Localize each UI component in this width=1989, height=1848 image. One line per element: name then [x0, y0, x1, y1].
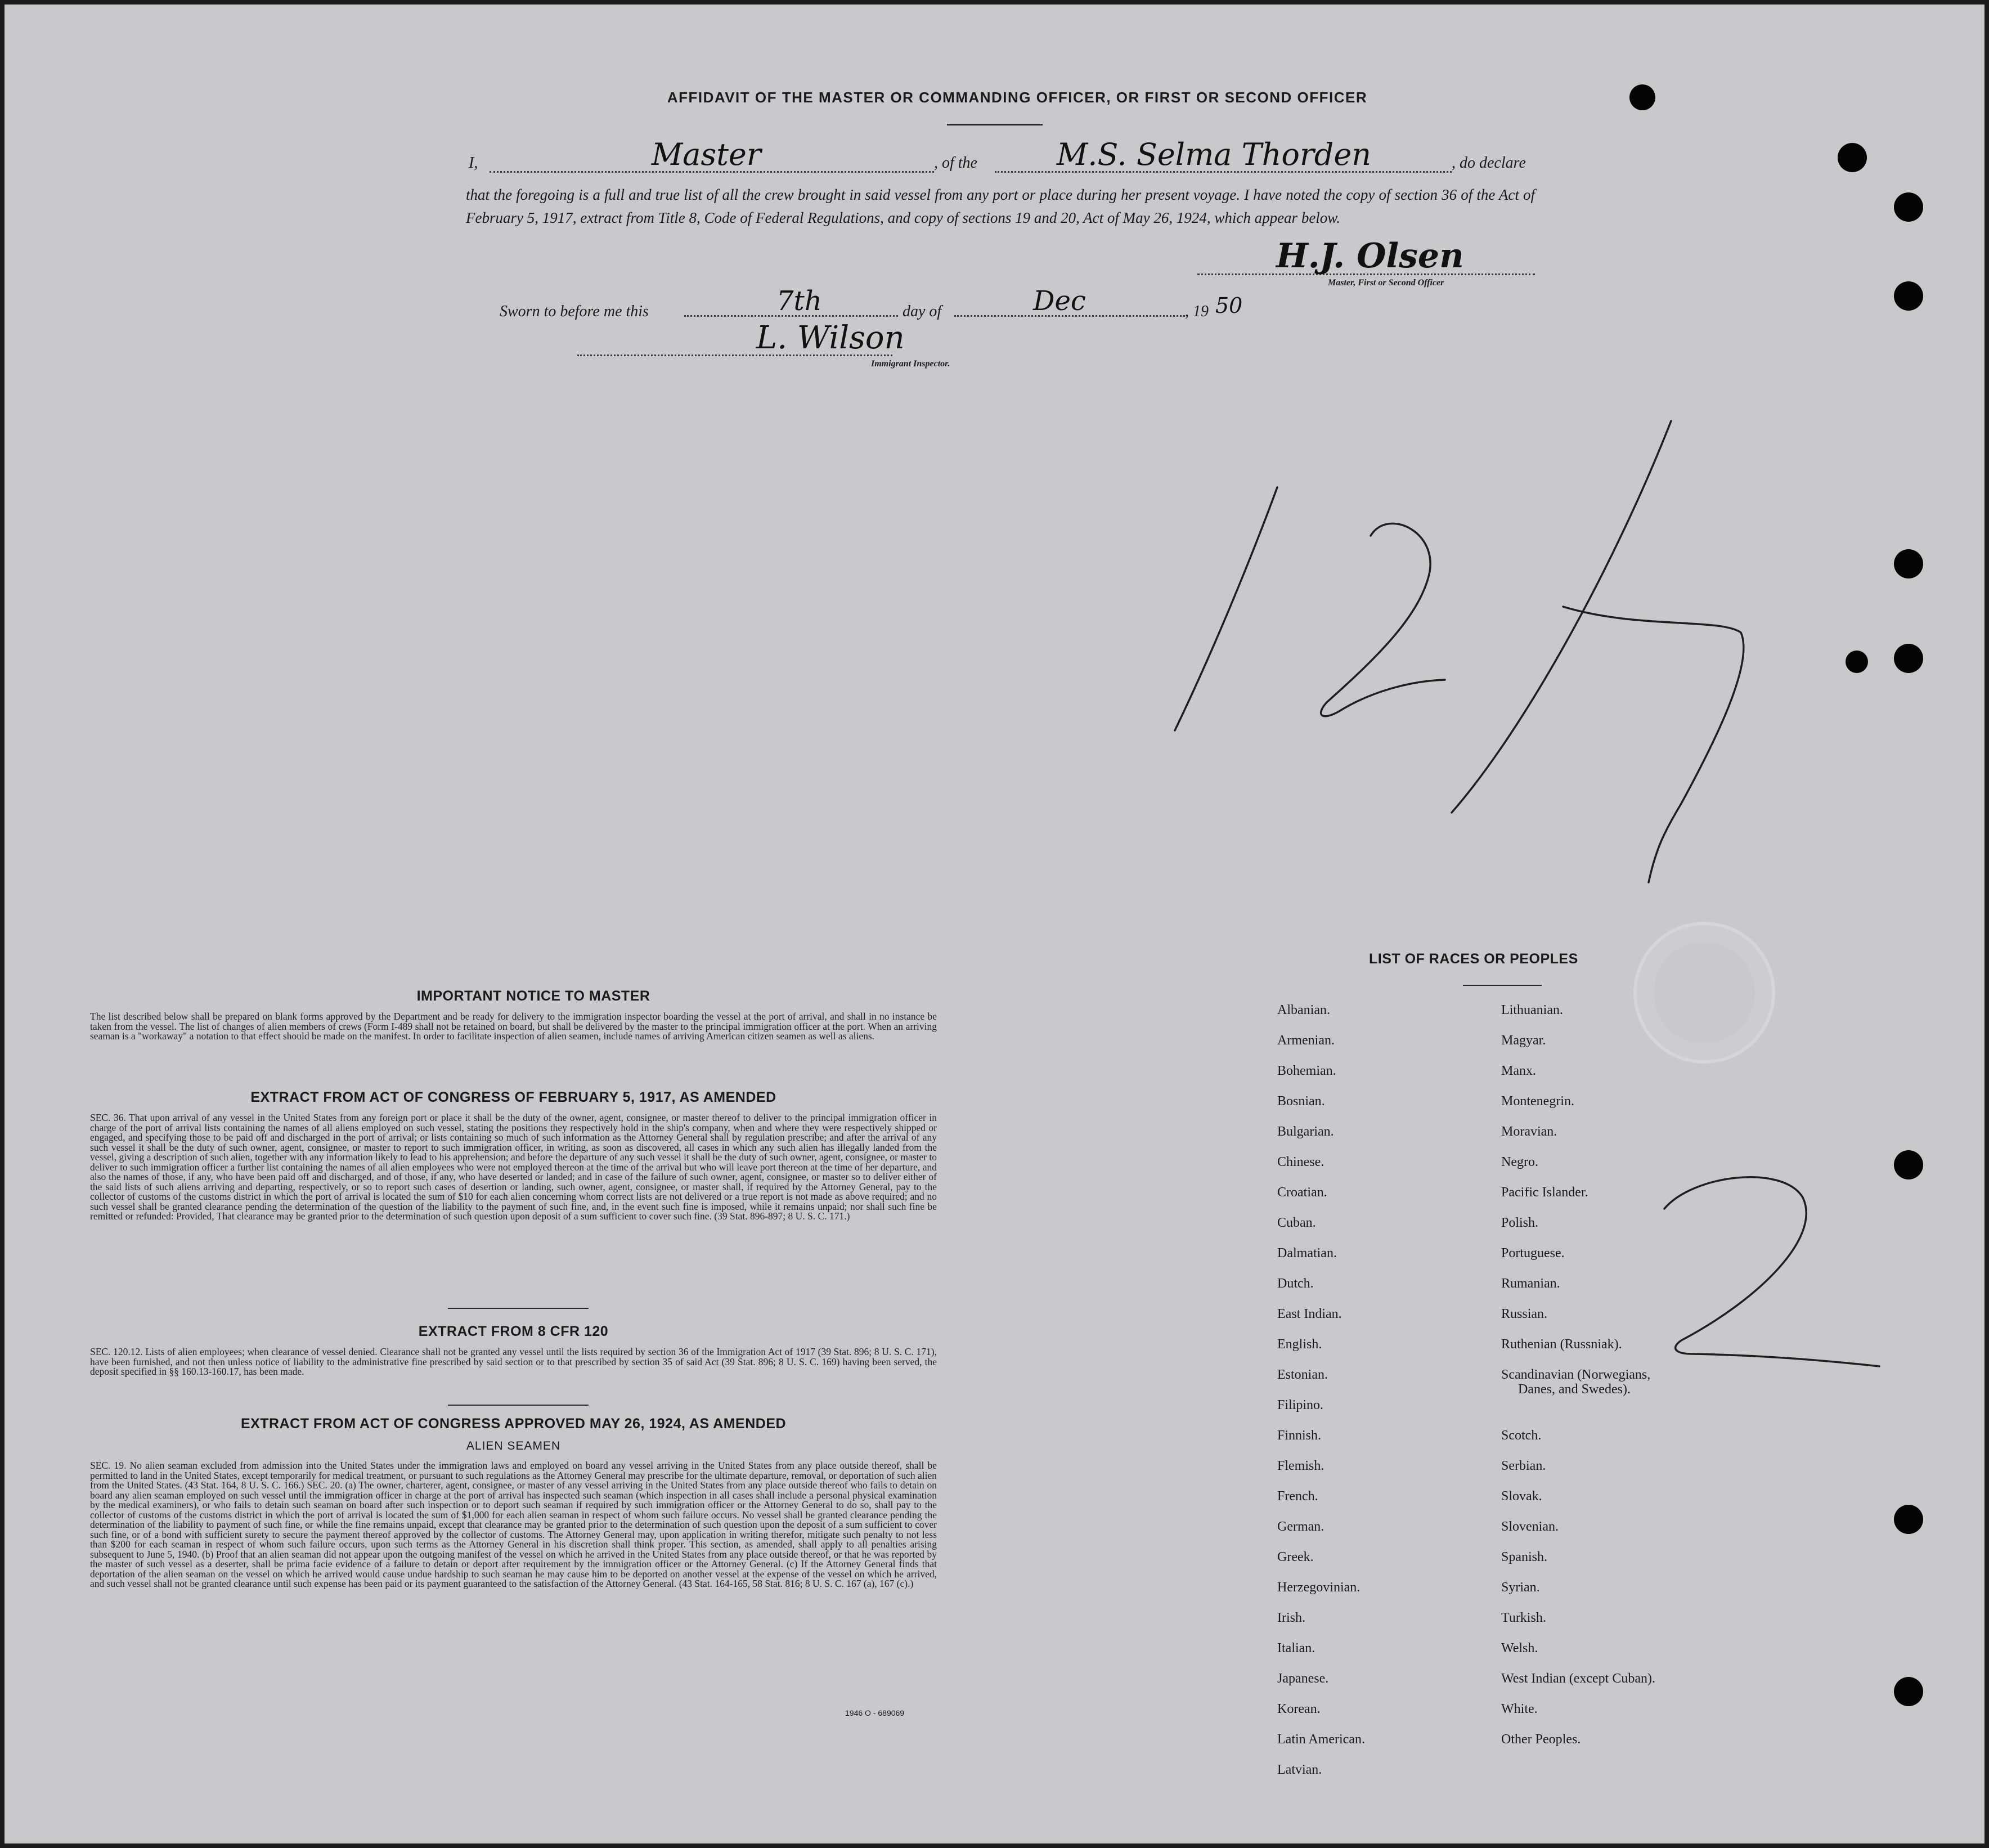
race-item: Armenian. [1277, 1033, 1335, 1048]
race-item: Slovak. [1501, 1489, 1542, 1504]
race-item: Estonian. [1277, 1367, 1328, 1382]
race-item: West Indian (except Cuban). [1501, 1671, 1655, 1686]
race-item: Greek. [1277, 1550, 1314, 1564]
race-item: Montenegrin. [1501, 1094, 1574, 1109]
day-of-label: day of [903, 303, 942, 320]
race-item: Turkish. [1501, 1611, 1546, 1625]
race-item: Bohemian. [1277, 1064, 1336, 1078]
large-number-127 [1175, 511, 1176, 512]
officer-title-handwritten: Master [652, 137, 761, 172]
extract-1917-title: EXTRACT FROM ACT OF CONGRESS OF FEBRUARY 5, 1917, AS AMENDED [250, 1089, 776, 1105]
extract-cfr-title: EXTRACT FROM 8 CFR 120 [418, 1324, 609, 1339]
inspector-signature: L. Wilson [756, 320, 905, 356]
inspector-caption: Immigrant Inspector. [871, 359, 950, 369]
race-item: Polish. [1501, 1215, 1539, 1230]
race-item: Dutch. [1277, 1276, 1314, 1291]
print-code: 1946 O - 689069 [845, 1708, 905, 1717]
extract-1924-subtitle: ALIEN SEAMEN [466, 1439, 561, 1452]
extract-1924-title: EXTRACT FROM ACT OF CONGRESS APPROVED MAY 26, 1924, AS AMENDED [240, 1416, 787, 1432]
race-item: Korean. [1277, 1702, 1321, 1716]
race-item: Albanian. [1277, 1003, 1330, 1017]
notice-body: The list described below shall be prepared on blank forms approved by the Department and be ready for delivery to the immigration inspector boarding the vessel at the port of arrival, and shall in no instance be taken from the vessel. The list of changes of alien members of crews (Form I-489 shall not be retained on board, but shall be delivered by the master to the principal immigration officer at the port. When an arriving seaman is a "workaway" a notation to that effect should be made on the manifest. In order to facilitate inspection of alien seamen, include names of arriving American citizen seamen as well as aliens. [90, 1011, 937, 1042]
year-handwritten: 50 [1215, 293, 1243, 318]
race-item: Croatian. [1277, 1185, 1327, 1200]
affidavit-title: AFFIDAVIT OF THE MASTER OR COMMANDING OFFICER, OR FIRST OR SECOND OFFICER [667, 89, 1368, 106]
race-item: Dalmatian. [1277, 1246, 1337, 1261]
race-item: Bosnian. [1277, 1094, 1325, 1109]
races-left-column [1277, 1003, 1446, 1791]
extract-cfr-body: SEC. 120.12. Lists of alien employees; when clearance of vessel denied. Clearance shall not be granted any vessel until the lists required by section 36 of the Immigration Act of 1917 (39 Stat. 896; 8 U. S. C. 171), have been furnished, and not then unless notice of liability to the administrative fine prescribed by said section or to that prescribed by section 35 of said Act (39 Stat. 896; 8 U. S. C. 169) having been served, the deposit specified in §§ 160.13-160.17, has been made. [90, 1346, 937, 1377]
race-item: Slovenian. [1501, 1519, 1559, 1534]
year-prefix-label: , 19 [1185, 303, 1209, 320]
races-right-column [1501, 1003, 1783, 1791]
race-item: Cuban. [1277, 1215, 1316, 1230]
races-title: LIST OF RACES OR PEOPLES [1369, 951, 1578, 967]
race-item: German. [1277, 1519, 1324, 1534]
race-item: Scandinavian (Norwegians, [1501, 1367, 1651, 1382]
section-divider [448, 1405, 589, 1406]
race-item: Latin American. [1277, 1732, 1365, 1747]
race-item: Pacific Islander. [1501, 1185, 1588, 1200]
race-item: Russian. [1501, 1307, 1548, 1321]
affidavit-body: that the foregoing is a full and true list of all the crew brought in said vessel from any port or place during her present voyage. I have noted the copy of section 36 of the Act of February 5, 1917, extract from Title 8, Code of Federal Regulations, and copy of sections 19 and 20, Act of May 26, 1924, which appear below. [466, 186, 1535, 226]
race-item: East Indian. [1277, 1307, 1342, 1321]
race-item: Manx. [1501, 1064, 1536, 1078]
race-item: Latvian. [1277, 1762, 1322, 1777]
race-item: Other Peoples. [1501, 1732, 1581, 1747]
section-divider [448, 1308, 589, 1309]
affidavit-i-label: I, [469, 154, 478, 172]
race-item: Irish. [1277, 1611, 1305, 1625]
race-item: Chinese. [1277, 1155, 1324, 1169]
signature-caption: Master, First or Second Officer [1328, 278, 1444, 288]
race-item: Moravian. [1501, 1124, 1557, 1139]
do-declare-label: , do declare [1452, 154, 1526, 172]
race-item: Welsh. [1501, 1641, 1538, 1656]
race-item: Serbian. [1501, 1459, 1546, 1473]
race-item: Bulgarian. [1277, 1124, 1334, 1139]
race-item: Syrian. [1501, 1580, 1540, 1595]
race-item: English. [1277, 1337, 1322, 1352]
sworn-month-handwritten: Dec [1033, 285, 1086, 317]
races-title-divider [1463, 985, 1542, 986]
race-item: Scotch. [1501, 1428, 1542, 1443]
race-item: Flemish. [1277, 1459, 1324, 1473]
notice-title: IMPORTANT NOTICE TO MASTER [416, 988, 650, 1004]
race-item: Danes, and Swedes). [1518, 1382, 1631, 1397]
race-item: Magyar. [1501, 1033, 1546, 1048]
sworn-label: Sworn to before me this [500, 303, 649, 320]
master-signature: H.J. Olsen [1276, 236, 1464, 276]
race-item: French. [1277, 1489, 1318, 1504]
race-item: Rumanian. [1501, 1276, 1560, 1291]
document-page [5, 5, 1984, 1843]
race-item: Japanese. [1277, 1671, 1329, 1686]
extract-1924-body: SEC. 19. No alien seaman excluded from admission into the United States under the immigration laws and employed on board any vessel arriving in the United States from any place outside thereof, shall be permitted to land in the United States, except temporarily for medical treatment, or pursuant to such regulations as the Attorney General may prescribe for the ultimate departure, removal, or deportation of such alien from the United States. (43 Stat. 164, 8 U. S. C. 166.) SEC. 20. (a) The owner, charterer, agent, consignee, or master of any vessel arriving in the United States from any place outside thereof who fails to detain on board any alien seaman employed on such vessel until the immigration officer in charge at the port of arrival has inspected such seaman (which inspection in all cases shall include a personal physical examination by the medical examiners), or who fails to detain such seaman on board after such inspection or to deport such seaman if required by such immigration officer or the Attorney General to do so, shall pay to the collector of customs of the customs district in which the port of arrival is located the sum of $1,000 for each alien seaman in respect of whom such failure occurs. No vessel shall be granted clearance pending the determination of the liability to payment of such fine, or while the fine remains unpaid, except that clearance may be granted prior to the determination of such question upon the deposit of a sum sufficient to cover such fine, or of a bond with sufficient surety to secure the payment thereof approved by the collector of customs. The Attorney General may, upon application in writing therefor, mitigate such penalty to not less than $200 for each seaman in respect of whom such failure occurs, upon such terms as the Attorney General in his discretion shall think proper. This section, as amended, shall apply to all penalties arising subsequent to June 5, 1940. (b) Proof that an alien seaman did not appear upon the outgoing manifest of the vessel on which he arrived in the United States from any place outside thereof, or that he was reported by the master of such vessel as a deserter, shall be prima facie evidence of a failure to detain or deport after requirement by the immigration officer or the Attorney General. (c) If the Attorney General finds that deportation of the alien seaman on the vessel on which he arrived would cause undue hardship to such seaman he may cause him to be deported on another vessel at the expense of the vessel on which he arrived, and such vessel shall not be granted clearance until such expense has been paid or its payment guaranteed to the satisfaction of the Attorney General. (43 Stat. 164-165, 58 Stat. 816; 8 U. S. C. 167 (a), 167 (c).) [90, 1460, 937, 1589]
race-item: Negro. [1501, 1155, 1538, 1169]
race-item: Portuguese. [1501, 1246, 1565, 1261]
race-item: Lithuanian. [1501, 1003, 1563, 1017]
of-the-label: , of the [934, 154, 977, 172]
race-item: Finnish. [1277, 1428, 1322, 1443]
sworn-day-handwritten: 7th [776, 285, 822, 317]
race-item: Italian. [1277, 1641, 1315, 1656]
vessel-name-handwritten: M.S. Selma Thorden [1057, 137, 1372, 172]
race-item: Herzegovinian. [1277, 1580, 1361, 1595]
race-item: Spanish. [1501, 1550, 1548, 1564]
race-item: Ruthenian (Russniak). [1501, 1337, 1622, 1352]
race-item: Filipino. [1277, 1398, 1324, 1412]
extract-1917-body: SEC. 36. That upon arrival of any vessel in the United States from any foreign port or place it shall be the duty of the owner, agent, consignee, or master thereof to deliver to the principal immigration officer in charge of the port of arrival lists containing the names of all aliens employed on such vessel, stating the positions they respectively hold in the ship's company, when and where they were respectively shipped or engaged, and specifying those to be paid off and discharged in the port of arrival; or lists containing so much of such information as the Attorney General shall by regulation prescribe; and after the arrival of any such vessel it shall be the duty of such owner, agent, consignee, or master to report to such immigration officer, in writing, as soon as discovered, all cases in which any such alien has illegally landed from the vessel, giving a description of such alien, together with any information likely to lead to his apprehension; and before the departure of any such vessel it shall be the duty of such owner, agent, consignee, or master to deliver to such immigration officer a further list containing the names of all alien employees who were not employed thereon at the time of the arrival but who will leave port thereon at the time of her departure, and also the names of those, if any, who have been paid off and discharged, and of those, if any, who have deserted or landed; and in case of the failure of such owner, agent, consignee, or master so to deliver either of the said lists of such aliens arriving and departing, respectively, or so to report such cases of desertion or landing, such owner, agent, consignee, or master shall, if required by the Attorney General, pay to the collector of customs of the customs district in which the port of arrival is located the sum of $10 for each alien concerning whom correct lists are not delivered or a true report is not made as above required; and no such vessel shall be granted clearance pending the determination of the question of the liability to the payment of such fine, and, in the event such fine is imposed, while it remains unpaid; nor shall such fine be remitted or refunded: Provided, That clearance may be granted prior to the determination of such question upon deposit of a sum sufficient to cover such fine. (39 Stat. 896-897; 8 U. S. C. 171.) [90, 1112, 937, 1222]
race-item: White. [1501, 1702, 1538, 1716]
